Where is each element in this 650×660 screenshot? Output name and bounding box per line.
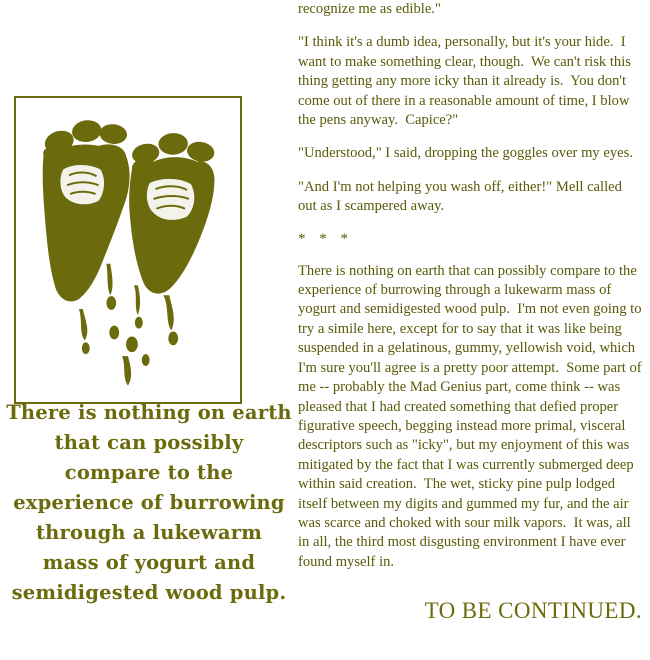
story-paragraph: There is nothing on earth that can possibly compare to the experience of burrowing through a lukewarm mass of yogurt and semidigested wood pulp. I'm not even going to try a simile here, except for to say that it was like being suspended in a gelatinous, gummy, yellowish void, which I'm sure you'll agree is a pretty poor attempt. Some part of me -- probably the Mad Genius part, come think -- was pleased that I had created something that defied proper figurative speech, begging instead more primal, visceral descriptors such as "icky", but my enjoyment of this was mitigated by the fact that I was currently submerged deep within said creation. The wet, sticky pine pulp lodged itself between my digits and gummed my fur, and the air was scarce and choked with sour milk vapors. It was, all in all, the third most disgusting environment I have ever found myself in.	[298, 262, 646, 570]
story-column	[298, 0, 646, 660]
story-paragraph: recognize me as edible."	[298, 1, 441, 17]
story-paragraph: "And I'm not helping you wash off, either!" Mell called out as I scampered away.	[298, 178, 626, 215]
scene-break: * * *	[298, 230, 353, 247]
story-paragraph: "I think it's a dumb idea, personally, but it's your hide. I want to make something clear, though. We can't risk this thing getting any more icky than it already is. You don't come out of there in a reasonable amount of time, I blow the pens anyway. Capice?"	[298, 34, 635, 129]
pull-quote: There is nothing on earth that can possibly compare to the experience of burrowing through a lukewarm mass of yogurt and semidigested wood pulp.	[6, 401, 292, 604]
story-paragraph: "Understood," I said, dropping the goggles over my eyes.	[298, 145, 633, 162]
left-column	[0, 0, 292, 660]
to-be-continued-note: TO BE CONTINUED.	[424, 598, 642, 623]
paws-illustration	[14, 96, 242, 404]
